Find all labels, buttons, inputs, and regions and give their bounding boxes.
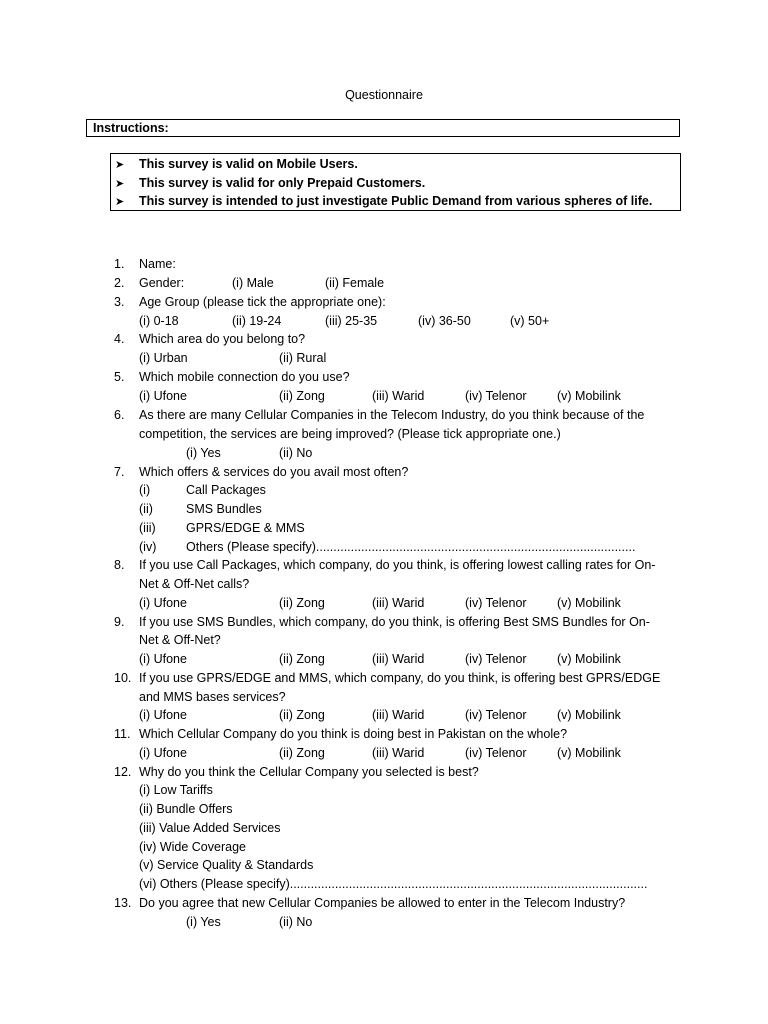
option: (ii) Bundle Offers: [139, 802, 233, 816]
option: (i) 0-18: [139, 314, 179, 328]
option: (iii) Value Added Services: [139, 821, 281, 835]
option: (i) Ufone: [139, 652, 187, 666]
question-number: 11.: [114, 727, 131, 741]
instructions-box: [86, 119, 680, 137]
option: (vi) Others (Please specify).......................................................................................................: [139, 877, 648, 891]
question-number: 13.: [114, 896, 132, 910]
question-text: Which offers & services do you avail most often?: [139, 465, 409, 479]
question-text: and MMS bases services?: [139, 690, 286, 704]
bullet-item: ➤ This survey is valid for only Prepaid Customers.: [115, 174, 680, 193]
option: (v) Service Quality & Standards: [139, 858, 314, 872]
option: (iii) Warid: [372, 389, 425, 403]
option: (v) Mobilink: [557, 389, 621, 403]
question-text: Net & Off-Net?: [139, 633, 221, 647]
question-number: 8.: [114, 558, 125, 572]
option-number: (ii): [139, 502, 153, 516]
instructions-bullets-box: [110, 153, 681, 211]
option: (v) 50+: [510, 314, 550, 328]
option: (iv) 36-50: [418, 314, 471, 328]
question-text: Which Cellular Company do you think is doing best in Pakistan on the whole?: [139, 727, 568, 741]
option: (i) Ufone: [139, 746, 187, 760]
arrow-bullet-icon: ➤: [115, 196, 125, 208]
option: (ii) Zong: [279, 596, 325, 610]
option: (i) Urban: [139, 351, 188, 365]
option: (i) Ufone: [139, 708, 187, 722]
option: (ii) Zong: [279, 652, 325, 666]
option: (v) Mobilink: [557, 708, 621, 722]
option: (iii) Warid: [372, 746, 425, 760]
question-text: competition, the services are being improved? (Please tick appropriate one.): [139, 427, 561, 441]
option: (ii) No: [279, 446, 313, 460]
option: (iv) Telenor: [465, 746, 527, 760]
question-text: Which mobile connection do you use?: [139, 370, 350, 384]
question-number: 5.: [114, 370, 125, 384]
option: (ii) Zong: [279, 708, 325, 722]
question-text: Do you agree that new Cellular Companies be allowed to enter in the Telecom Industry?: [139, 896, 626, 910]
question-number: 9.: [114, 615, 125, 629]
question-number: 7.: [114, 465, 125, 479]
option: (iii) Warid: [372, 652, 425, 666]
question-number: 1.: [114, 257, 125, 271]
option: (iv) Telenor: [465, 596, 527, 610]
option: (i) Ufone: [139, 389, 187, 403]
question-number: 6.: [114, 408, 125, 422]
arrow-bullet-icon: ➤: [115, 159, 125, 171]
question-text: As there are many Cellular Companies in the Telecom Industry, do you think because of the: [139, 408, 645, 422]
question-text: Which area do you belong to?: [139, 332, 306, 346]
question-text: Why do you think the Cellular Company you selected is best?: [139, 765, 479, 779]
option-number: (i): [139, 483, 151, 497]
option: (iv) Wide Coverage: [139, 840, 246, 854]
option: (i) Male: [232, 276, 274, 290]
option: (i) Yes: [186, 915, 221, 929]
question-number: 10.: [114, 671, 132, 685]
question-text: Name:: [139, 257, 176, 271]
option: (i) Ufone: [139, 596, 187, 610]
option: (iii) 25-35: [325, 314, 378, 328]
question-text: Age Group (please tick the appropriate one):: [139, 295, 386, 309]
option: (iii) Warid: [372, 708, 425, 722]
question-number: 4.: [114, 332, 125, 346]
option: (iv) Telenor: [465, 652, 527, 666]
question-text: If you use SMS Bundles, which company, do you think, is offering Best SMS Bundles for On-: [139, 615, 650, 629]
question-number: 12.: [114, 765, 132, 779]
option: (ii) Female: [325, 276, 385, 290]
option: Call Packages: [186, 483, 266, 497]
question-text: Net & Off-Net calls?: [139, 577, 250, 591]
option: SMS Bundles: [186, 502, 262, 516]
instructions-label: Instructions:: [93, 121, 169, 135]
option-number: (iii): [139, 521, 156, 535]
option: Others (Please specify)............................................................................................: [186, 540, 636, 554]
option: GPRS/EDGE & MMS: [186, 521, 305, 535]
option: (v) Mobilink: [557, 652, 621, 666]
question-text: If you use Call Packages, which company, do you think, is offering lowest calling rates for On-: [139, 558, 656, 572]
option: (i) Low Tariffs: [139, 783, 213, 797]
option: (ii) Zong: [279, 389, 325, 403]
option: (v) Mobilink: [557, 596, 621, 610]
option: (ii) Rural: [279, 351, 327, 365]
arrow-bullet-icon: ➤: [115, 177, 125, 190]
option: (iii) Warid: [372, 596, 425, 610]
option: (ii) Zong: [279, 746, 325, 760]
option-number: (iv): [139, 540, 157, 554]
option: (ii) 19-24: [232, 314, 282, 328]
question-text: If you use GPRS/EDGE and MMS, which company, do you think, is offering best GPRS/EDGE: [139, 671, 661, 685]
option: (i) Yes: [186, 446, 221, 460]
question-number: 2.: [114, 276, 125, 290]
option: (iv) Telenor: [465, 389, 527, 403]
bullet-item: ➤ This survey is intended to just investigate Public Demand from various spheres of life.: [115, 192, 680, 211]
option: (iv) Telenor: [465, 708, 527, 722]
question-number: 3.: [114, 295, 125, 309]
option: (v) Mobilink: [557, 746, 621, 760]
bullet-item: ➤ This survey is valid on Mobile Users.: [115, 155, 680, 174]
question-text: Gender:: [139, 276, 185, 290]
option: (ii) No: [279, 915, 313, 929]
page-title: Questionnaire: [345, 88, 423, 102]
